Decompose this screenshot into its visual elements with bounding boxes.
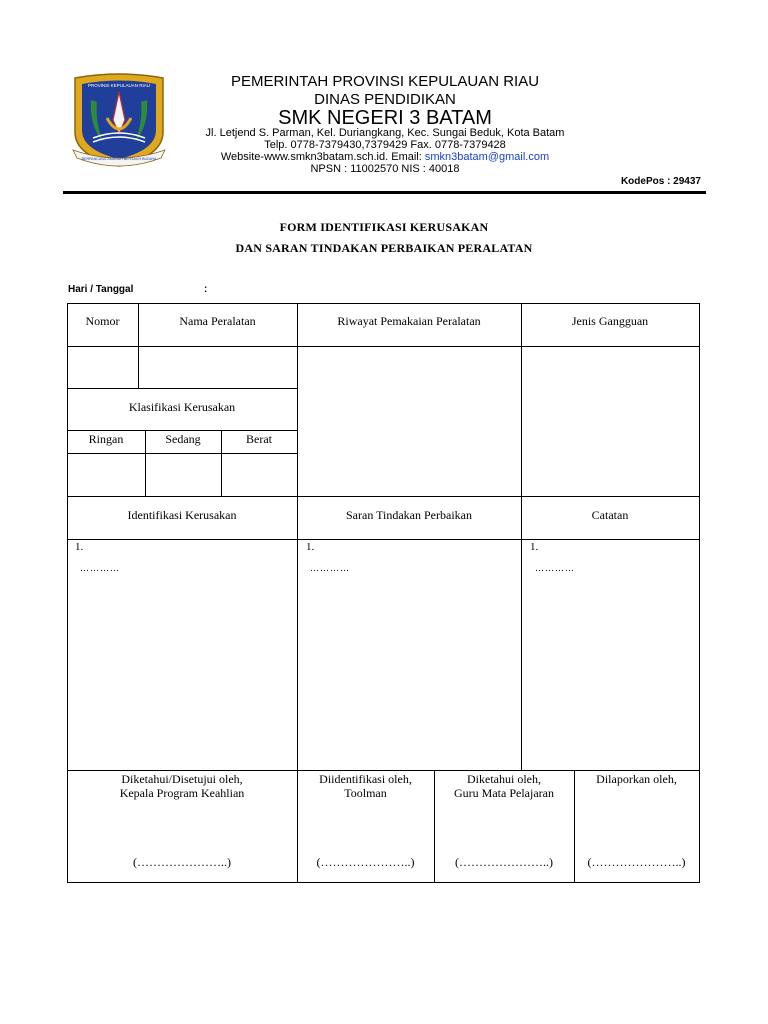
letterhead-school-name: SMK NEGERI 3 BATAM: [278, 107, 492, 129]
letterhead-kodepos: KodePos : 29437: [620, 176, 701, 187]
klasifikasi-berat: Berat: [246, 432, 272, 446]
letterhead-website: [175, 152, 595, 163]
identifikasi-entry-dots: …………: [80, 563, 120, 573]
table-rule: [67, 388, 298, 389]
signature-toolman-title: Diidentifikasi oleh,: [319, 772, 412, 786]
table-rule: [67, 430, 298, 431]
signature-guru-role: Guru Mata Pelajaran: [454, 786, 554, 800]
header-catatan: Catatan: [591, 508, 629, 522]
table-border-top: [67, 303, 700, 304]
hari-tanggal-colon: :: [204, 284, 208, 295]
website-text: Website-www.smkn3batam.sch.id. Email:: [220, 151, 425, 163]
table-rule: [67, 496, 700, 497]
email-link[interactable]: smkn3batam@gmail.com: [424, 151, 550, 163]
letterhead-province: PEMERINTAH PROVINSI KEPULAUAN RIAU: [230, 73, 540, 90]
crest-ribbon-text: BERPANCANG AMANAH BERSAUH BUDAYA: [81, 157, 157, 161]
klasifikasi-ringan: Ringan: [88, 432, 124, 446]
table-rule: [67, 346, 700, 347]
klasifikasi-kerusakan-label: Klasifikasi Kerusakan: [128, 400, 236, 414]
header-riwayat-pemakaian: Riwayat Pemakaian Peralatan: [337, 314, 481, 328]
signature-pelapor-title: Dilaporkan oleh,: [596, 772, 677, 786]
saran-entry-number: 1.: [306, 541, 315, 553]
signature-kaprog-role: Kepala Program Keahlian: [119, 786, 245, 800]
klasifikasi-sedang: Sedang: [165, 432, 201, 446]
header-identifikasi-kerusakan: Identifikasi Kerusakan: [127, 508, 237, 522]
table-rule: [67, 539, 700, 540]
signature-guru-title: Diketahui oleh,: [467, 772, 541, 786]
signature-guru-blank: (…………………..): [455, 855, 553, 869]
catatan-entry-number: 1.: [530, 541, 539, 553]
letterhead-divider: [63, 191, 706, 194]
form-title-line1: FORM IDENTIFIKASI KERUSAKAN: [279, 220, 489, 234]
table-border-bottom: [67, 882, 700, 883]
catatan-entry-dots: …………: [535, 563, 575, 573]
signature-pelapor-blank: (…………………..): [587, 855, 686, 869]
crest-top-text: PROVINSI KEPULAUAN RIAU: [87, 83, 151, 88]
header-nama-peralatan: Nama Peralatan: [179, 314, 256, 328]
hari-tanggal-label: Hari / Tanggal: [68, 284, 134, 295]
header-nomor: Nomor: [85, 314, 120, 328]
signature-toolman-blank: (…………………..): [316, 855, 415, 869]
form-title-line2: DAN SARAN TINDAKAN PERBAIKAN PERALATAN: [235, 241, 533, 255]
identifikasi-entry-number: 1.: [75, 541, 84, 553]
letterhead-phone: Telp. 0778-7379430,7379429 Fax. 0778-7379428: [264, 139, 506, 151]
signature-toolman-role: Toolman: [344, 786, 387, 800]
table-rule: [67, 770, 700, 771]
letterhead-address: Jl. Letjend S. Parman, Kel. Duriangkang, Kec. Sungai Beduk, Kota Batam: [205, 127, 565, 139]
table-rule: [521, 303, 522, 771]
table-border-right: [699, 303, 700, 883]
letterhead-department: DINAS PENDIDIKAN: [314, 91, 456, 108]
saran-entry-dots: …………: [310, 563, 350, 573]
signature-kaprog-title: Diketahui/Disetujui oleh,: [121, 772, 243, 786]
provincial-crest-icon: [69, 70, 169, 170]
header-saran-tindakan: Saran Tindakan Perbaikan: [346, 508, 472, 522]
table-rule: [67, 453, 298, 454]
signature-kaprog-blank: (…………………..): [133, 855, 231, 869]
letterhead-npsn: NPSN : 11002570 NIS : 40018: [310, 163, 460, 175]
header-jenis-gangguan: Jenis Gangguan: [571, 314, 649, 328]
